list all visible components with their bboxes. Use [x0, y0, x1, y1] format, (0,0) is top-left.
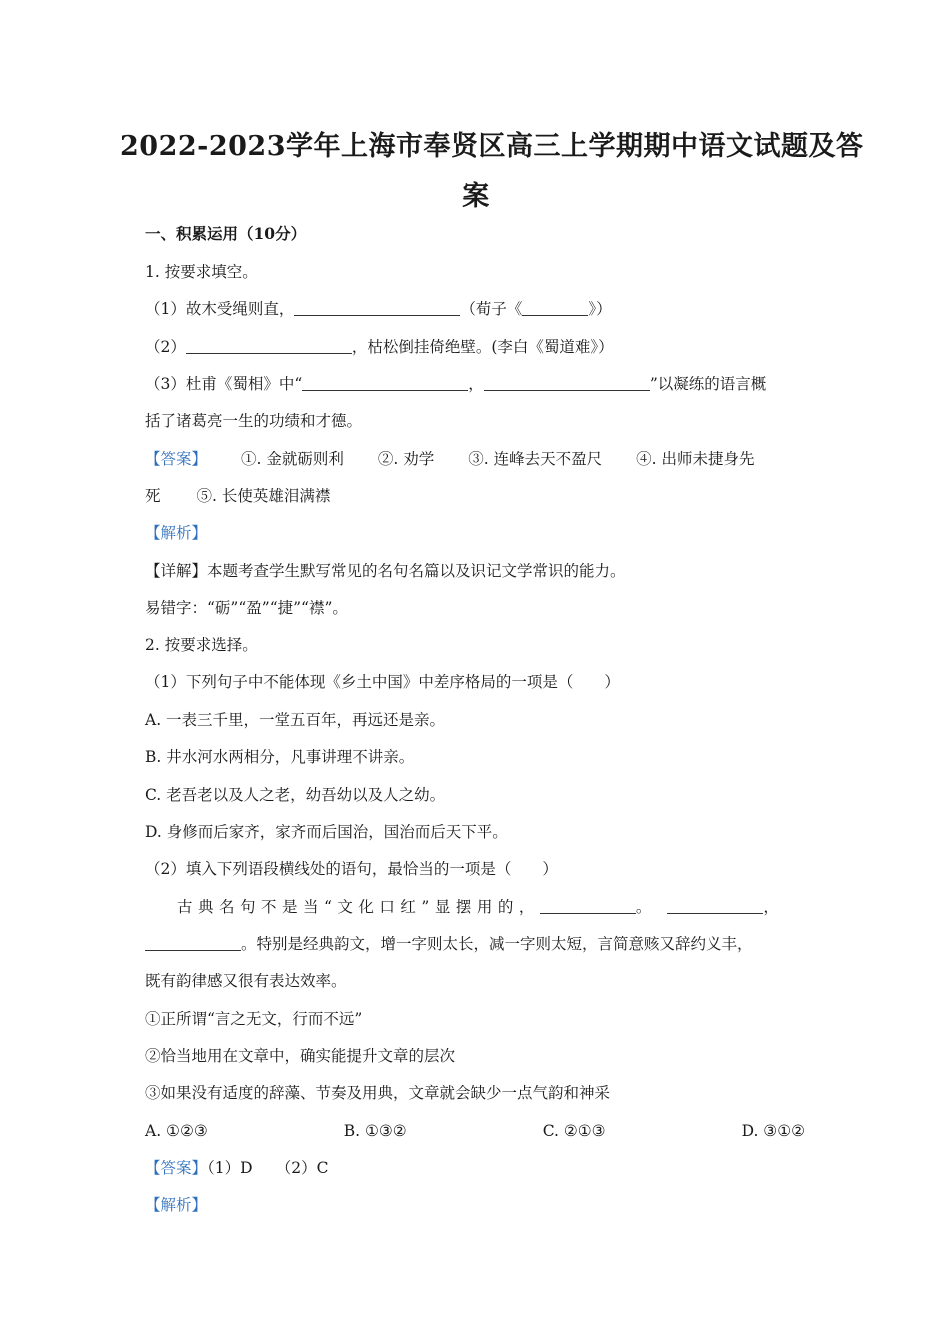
fill-blank: [302, 376, 468, 391]
detail-explanation: 【详解】本题考查学生默写常见的名句名篇以及识记文学常识的能力。: [145, 562, 626, 580]
option-c: C. ②①③: [542, 1122, 606, 1140]
analysis-tag: 【解析】: [145, 1196, 208, 1214]
sentence-2: ②恰当地用在文章中，确实能提升文章的层次: [145, 1047, 456, 1065]
sentence-3: ③如果没有适度的辞藻、节奏及用典，文章就会缺少一点气韵和神采: [145, 1084, 611, 1102]
passage-line-2: 。特别是经典韵文，增一字则太长，减一字则太短，言简意赅又辞约义丰，: [145, 934, 753, 954]
option-b: B. ①③②: [343, 1122, 407, 1140]
question-2-sub-2: （2）填入下列语段横线处的语句，最恰当的一项是（ ）: [145, 860, 558, 878]
question-2-sub-1: （1）下列句子中不能体现《乡土中国》中差序格局的一项是（ ）: [145, 673, 620, 691]
fill-blank: [667, 899, 763, 914]
answer-1: 【答案】 ①. 金就砺则利 ②. 劝学 ③. 连峰去天不盈尺 ④. 出师未捷身先: [145, 450, 755, 468]
option-a: A. 一表三千里，一堂五百年，再远还是亲。: [145, 711, 446, 729]
sentence-1: ①正所谓“言之无文，行而不远”: [145, 1010, 363, 1028]
analysis-tag: 【解析】: [145, 524, 208, 542]
question-1-item-3: （3）杜甫《蜀相》中“ ， ”以凝练的语言概: [145, 375, 767, 393]
option-d: D. 身修而后家齐，家齐而后国治，国治而后天下平。: [145, 823, 508, 841]
easy-wrong-words: 易错字：“砺”“盈”“捷”“襟”。: [145, 599, 348, 617]
document-title-cont: 案: [462, 181, 490, 212]
answer-2: 【答案】（1）D （2）C: [145, 1159, 329, 1177]
fill-blank: [186, 339, 352, 354]
passage-line-3: 既有韵律感又很有表达效率。: [145, 972, 347, 990]
question-1-item-1: （1）故木受绳则直， （荀子《 》）: [145, 300, 612, 318]
fill-blank: [522, 301, 588, 316]
document-title: 2022-2023学年上海市奉贤区高三上学期期中语文试题及答: [120, 131, 864, 162]
passage-line-1: 古典名句不是当“文化口红”显摆用的， 。 ，: [177, 898, 779, 916]
answer-tag: 【答案】: [145, 1159, 208, 1177]
answer-1-cont: 死 ⑤. 长使英雄泪满襟: [145, 487, 331, 505]
fill-blank: [540, 899, 636, 914]
options-row: [145, 1121, 805, 1141]
option-b: B. 井水河水两相分，凡事讲理不讲亲。: [145, 748, 415, 766]
option-c: C. 老吾老以及人之老，幼吾幼以及人之幼。: [145, 786, 446, 804]
section-heading: 一、积累运用（10分）: [145, 224, 307, 243]
fill-blank: [294, 301, 460, 316]
option-d: D. ③①②: [741, 1122, 805, 1140]
option-a: A. ①②③: [145, 1122, 208, 1140]
question-1-stem: 1. 按要求填空。: [145, 263, 258, 281]
answer-tag: 【答案】: [145, 450, 208, 468]
fill-blank: [484, 376, 650, 391]
question-1-item-2: （2） ，枯松倒挂倚绝壁。(李白《蜀道难》）: [145, 338, 614, 356]
question-2-stem: 2. 按要求选择。: [145, 636, 258, 654]
fill-blank: [145, 936, 241, 951]
question-1-item-3-cont: 括了诸葛亮一生的功绩和才德。: [145, 412, 363, 430]
